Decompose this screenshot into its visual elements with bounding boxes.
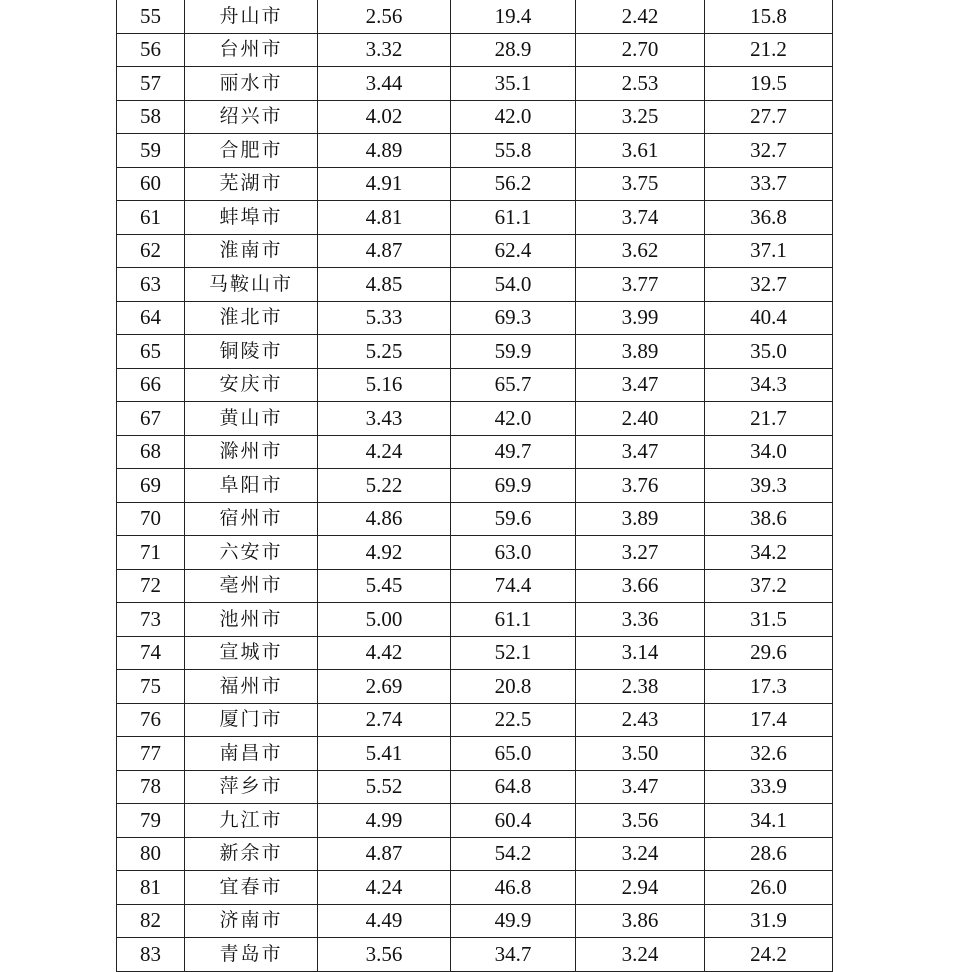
value-2-cell: 22.5 xyxy=(451,703,576,737)
row-number-cell: 55 xyxy=(117,0,185,33)
row-number-cell: 59 xyxy=(117,134,185,168)
table-row xyxy=(117,134,833,168)
table-row xyxy=(117,469,833,503)
value-2-cell: 59.6 xyxy=(451,502,576,536)
row-number-cell: 72 xyxy=(117,569,185,603)
city-name-cell: 萍乡市 xyxy=(185,770,318,804)
row-number-cell: 63 xyxy=(117,268,185,302)
table-row xyxy=(117,234,833,268)
value-3-cell: 3.27 xyxy=(576,536,705,570)
value-3-cell: 2.70 xyxy=(576,33,705,67)
city-name-cell: 新余市 xyxy=(185,837,318,871)
value-3-cell: 3.89 xyxy=(576,335,705,369)
value-4-cell: 24.2 xyxy=(705,938,833,972)
value-1-cell: 4.87 xyxy=(318,234,451,268)
value-3-cell: 3.74 xyxy=(576,201,705,235)
city-name-cell: 宣城市 xyxy=(185,636,318,670)
table-row xyxy=(117,770,833,804)
value-4-cell: 29.6 xyxy=(705,636,833,670)
value-2-cell: 46.8 xyxy=(451,871,576,905)
value-3-cell: 3.47 xyxy=(576,435,705,469)
table-row xyxy=(117,603,833,637)
city-name-cell: 阜阳市 xyxy=(185,469,318,503)
table-row xyxy=(117,335,833,369)
value-3-cell: 3.99 xyxy=(576,301,705,335)
value-2-cell: 54.0 xyxy=(451,268,576,302)
value-3-cell: 3.66 xyxy=(576,569,705,603)
city-name-cell: 福州市 xyxy=(185,670,318,704)
value-1-cell: 4.86 xyxy=(318,502,451,536)
table-row xyxy=(117,737,833,771)
value-2-cell: 42.0 xyxy=(451,402,576,436)
row-number-cell: 61 xyxy=(117,201,185,235)
value-4-cell: 17.4 xyxy=(705,703,833,737)
value-3-cell: 2.94 xyxy=(576,871,705,905)
city-name-cell: 马鞍山市 xyxy=(185,268,318,302)
row-number-cell: 67 xyxy=(117,402,185,436)
value-2-cell: 62.4 xyxy=(451,234,576,268)
value-2-cell: 49.7 xyxy=(451,435,576,469)
city-name-cell: 宿州市 xyxy=(185,502,318,536)
value-4-cell: 21.7 xyxy=(705,402,833,436)
row-number-cell: 69 xyxy=(117,469,185,503)
value-2-cell: 52.1 xyxy=(451,636,576,670)
value-3-cell: 2.42 xyxy=(576,0,705,33)
value-2-cell: 59.9 xyxy=(451,335,576,369)
city-name-cell: 芜湖市 xyxy=(185,167,318,201)
value-4-cell: 40.4 xyxy=(705,301,833,335)
table-row xyxy=(117,569,833,603)
value-2-cell: 69.3 xyxy=(451,301,576,335)
row-number-cell: 60 xyxy=(117,167,185,201)
value-3-cell: 3.14 xyxy=(576,636,705,670)
city-name-cell: 九江市 xyxy=(185,804,318,838)
row-number-cell: 58 xyxy=(117,100,185,134)
value-3-cell: 3.24 xyxy=(576,938,705,972)
value-2-cell: 64.8 xyxy=(451,770,576,804)
value-3-cell: 3.47 xyxy=(576,368,705,402)
row-number-cell: 62 xyxy=(117,234,185,268)
value-3-cell: 2.40 xyxy=(576,402,705,436)
table-row xyxy=(117,368,833,402)
table-row xyxy=(117,301,833,335)
city-name-cell: 池州市 xyxy=(185,603,318,637)
value-4-cell: 39.3 xyxy=(705,469,833,503)
row-number-cell: 57 xyxy=(117,67,185,101)
value-1-cell: 5.16 xyxy=(318,368,451,402)
value-2-cell: 60.4 xyxy=(451,804,576,838)
value-1-cell: 4.85 xyxy=(318,268,451,302)
value-3-cell: 3.62 xyxy=(576,234,705,268)
value-2-cell: 19.4 xyxy=(451,0,576,33)
value-3-cell: 3.61 xyxy=(576,134,705,168)
value-4-cell: 34.2 xyxy=(705,536,833,570)
value-3-cell: 3.76 xyxy=(576,469,705,503)
city-name-cell: 舟山市 xyxy=(185,0,318,33)
value-1-cell: 4.49 xyxy=(318,904,451,938)
table-row xyxy=(117,837,833,871)
city-name-cell: 铜陵市 xyxy=(185,335,318,369)
value-1-cell: 4.89 xyxy=(318,134,451,168)
table-row xyxy=(117,167,833,201)
value-3-cell: 3.50 xyxy=(576,737,705,771)
table-row xyxy=(117,502,833,536)
value-3-cell: 3.25 xyxy=(576,100,705,134)
row-number-cell: 77 xyxy=(117,737,185,771)
value-1-cell: 3.32 xyxy=(318,33,451,67)
value-1-cell: 4.92 xyxy=(318,536,451,570)
value-3-cell: 3.86 xyxy=(576,904,705,938)
value-2-cell: 35.1 xyxy=(451,67,576,101)
value-1-cell: 4.81 xyxy=(318,201,451,235)
value-3-cell: 2.53 xyxy=(576,67,705,101)
value-2-cell: 56.2 xyxy=(451,167,576,201)
city-name-cell: 六安市 xyxy=(185,536,318,570)
value-2-cell: 74.4 xyxy=(451,569,576,603)
row-number-cell: 82 xyxy=(117,904,185,938)
value-1-cell: 4.99 xyxy=(318,804,451,838)
city-name-cell: 合肥市 xyxy=(185,134,318,168)
table-row xyxy=(117,268,833,302)
row-number-cell: 56 xyxy=(117,33,185,67)
value-1-cell: 5.52 xyxy=(318,770,451,804)
value-1-cell: 5.00 xyxy=(318,603,451,637)
value-1-cell: 4.91 xyxy=(318,167,451,201)
row-number-cell: 66 xyxy=(117,368,185,402)
row-number-cell: 80 xyxy=(117,837,185,871)
row-number-cell: 70 xyxy=(117,502,185,536)
table-row xyxy=(117,871,833,905)
value-3-cell: 3.36 xyxy=(576,603,705,637)
value-4-cell: 37.1 xyxy=(705,234,833,268)
row-number-cell: 83 xyxy=(117,938,185,972)
value-4-cell: 36.8 xyxy=(705,201,833,235)
row-number-cell: 78 xyxy=(117,770,185,804)
value-4-cell: 38.6 xyxy=(705,502,833,536)
city-name-cell: 丽水市 xyxy=(185,67,318,101)
table-row xyxy=(117,201,833,235)
city-name-cell: 淮北市 xyxy=(185,301,318,335)
value-4-cell: 31.9 xyxy=(705,904,833,938)
value-3-cell: 3.56 xyxy=(576,804,705,838)
value-2-cell: 20.8 xyxy=(451,670,576,704)
row-number-cell: 81 xyxy=(117,871,185,905)
value-3-cell: 3.24 xyxy=(576,837,705,871)
city-name-cell: 厦门市 xyxy=(185,703,318,737)
value-4-cell: 34.1 xyxy=(705,804,833,838)
value-2-cell: 34.7 xyxy=(451,938,576,972)
value-2-cell: 61.1 xyxy=(451,201,576,235)
table-row xyxy=(117,636,833,670)
value-3-cell: 3.75 xyxy=(576,167,705,201)
table-row xyxy=(117,100,833,134)
row-number-cell: 76 xyxy=(117,703,185,737)
table-row xyxy=(117,703,833,737)
value-2-cell: 55.8 xyxy=(451,134,576,168)
row-number-cell: 64 xyxy=(117,301,185,335)
value-1-cell: 2.74 xyxy=(318,703,451,737)
value-4-cell: 35.0 xyxy=(705,335,833,369)
city-name-cell: 青岛市 xyxy=(185,938,318,972)
value-4-cell: 37.2 xyxy=(705,569,833,603)
city-name-cell: 南昌市 xyxy=(185,737,318,771)
value-1-cell: 5.33 xyxy=(318,301,451,335)
value-4-cell: 33.9 xyxy=(705,770,833,804)
value-4-cell: 21.2 xyxy=(705,33,833,67)
table-row xyxy=(117,67,833,101)
value-2-cell: 42.0 xyxy=(451,100,576,134)
value-1-cell: 3.56 xyxy=(318,938,451,972)
city-name-cell: 亳州市 xyxy=(185,569,318,603)
value-1-cell: 5.41 xyxy=(318,737,451,771)
value-4-cell: 32.7 xyxy=(705,134,833,168)
value-1-cell: 5.25 xyxy=(318,335,451,369)
city-name-cell: 蚌埠市 xyxy=(185,201,318,235)
value-2-cell: 69.9 xyxy=(451,469,576,503)
value-4-cell: 15.8 xyxy=(705,0,833,33)
city-name-cell: 绍兴市 xyxy=(185,100,318,134)
value-4-cell: 32.7 xyxy=(705,268,833,302)
value-1-cell: 3.43 xyxy=(318,402,451,436)
row-number-cell: 68 xyxy=(117,435,185,469)
value-4-cell: 33.7 xyxy=(705,167,833,201)
value-3-cell: 3.77 xyxy=(576,268,705,302)
value-1-cell: 4.42 xyxy=(318,636,451,670)
city-name-cell: 宜春市 xyxy=(185,871,318,905)
value-4-cell: 28.6 xyxy=(705,837,833,871)
value-3-cell: 2.43 xyxy=(576,703,705,737)
value-2-cell: 61.1 xyxy=(451,603,576,637)
value-2-cell: 28.9 xyxy=(451,33,576,67)
row-number-cell: 71 xyxy=(117,536,185,570)
value-1-cell: 4.24 xyxy=(318,435,451,469)
value-4-cell: 31.5 xyxy=(705,603,833,637)
value-1-cell: 2.56 xyxy=(318,0,451,33)
city-name-cell: 济南市 xyxy=(185,904,318,938)
city-data-table xyxy=(116,0,833,972)
value-2-cell: 65.7 xyxy=(451,368,576,402)
table-row xyxy=(117,0,833,33)
row-number-cell: 73 xyxy=(117,603,185,637)
table-row xyxy=(117,402,833,436)
value-4-cell: 34.0 xyxy=(705,435,833,469)
city-name-cell: 安庆市 xyxy=(185,368,318,402)
table-row xyxy=(117,33,833,67)
table-row xyxy=(117,536,833,570)
city-name-cell: 滁州市 xyxy=(185,435,318,469)
value-1-cell: 4.02 xyxy=(318,100,451,134)
value-4-cell: 19.5 xyxy=(705,67,833,101)
city-name-cell: 黄山市 xyxy=(185,402,318,436)
value-4-cell: 17.3 xyxy=(705,670,833,704)
value-4-cell: 27.7 xyxy=(705,100,833,134)
value-4-cell: 34.3 xyxy=(705,368,833,402)
value-2-cell: 65.0 xyxy=(451,737,576,771)
value-1-cell: 2.69 xyxy=(318,670,451,704)
table-body xyxy=(117,0,833,971)
value-3-cell: 2.38 xyxy=(576,670,705,704)
value-3-cell: 3.47 xyxy=(576,770,705,804)
value-1-cell: 5.22 xyxy=(318,469,451,503)
city-name-cell: 台州市 xyxy=(185,33,318,67)
value-1-cell: 4.24 xyxy=(318,871,451,905)
row-number-cell: 74 xyxy=(117,636,185,670)
city-name-cell: 淮南市 xyxy=(185,234,318,268)
value-1-cell: 3.44 xyxy=(318,67,451,101)
value-3-cell: 3.89 xyxy=(576,502,705,536)
row-number-cell: 65 xyxy=(117,335,185,369)
value-1-cell: 5.45 xyxy=(318,569,451,603)
table-row xyxy=(117,804,833,838)
value-2-cell: 54.2 xyxy=(451,837,576,871)
table-row xyxy=(117,670,833,704)
value-4-cell: 26.0 xyxy=(705,871,833,905)
value-2-cell: 63.0 xyxy=(451,536,576,570)
table-row xyxy=(117,938,833,972)
value-2-cell: 49.9 xyxy=(451,904,576,938)
value-1-cell: 4.87 xyxy=(318,837,451,871)
table-row xyxy=(117,435,833,469)
value-4-cell: 32.6 xyxy=(705,737,833,771)
row-number-cell: 75 xyxy=(117,670,185,704)
row-number-cell: 79 xyxy=(117,804,185,838)
table-row xyxy=(117,904,833,938)
